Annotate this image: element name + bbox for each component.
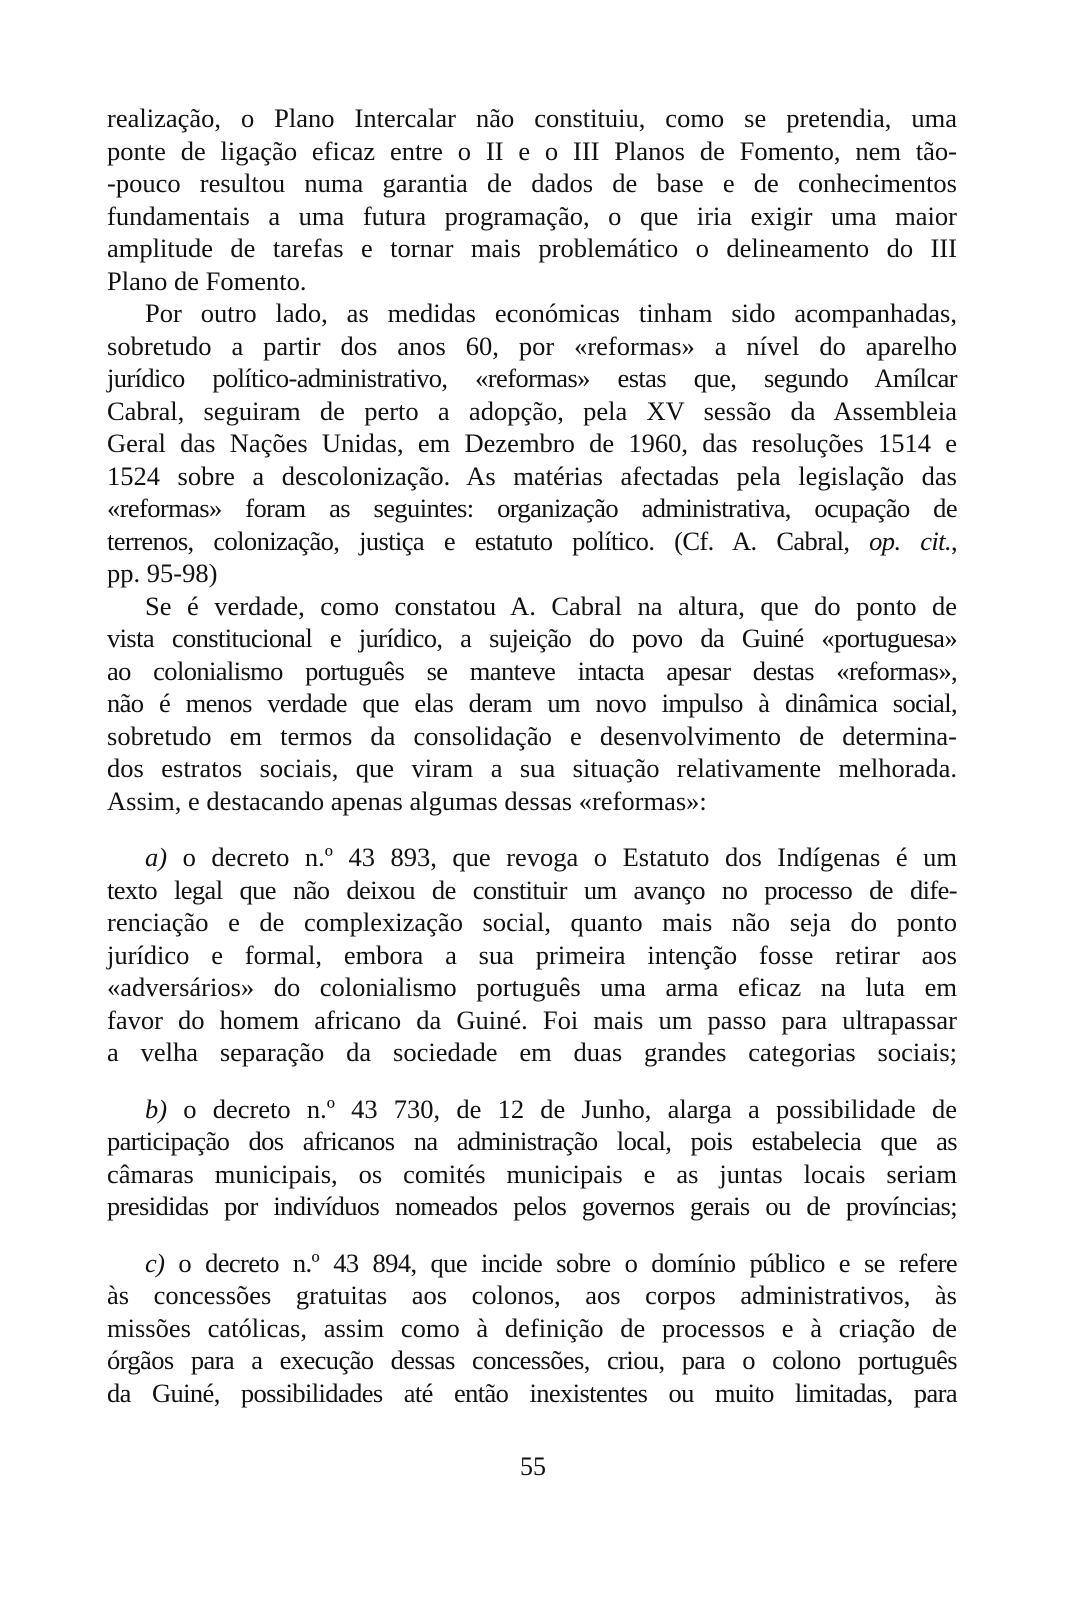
text-line: -pouco resultou numa garantia de dados de base e de conhecimentos xyxy=(107,168,957,198)
text-segment: o decreto n.º 43 894, que incide sobre o domínio público e se refere xyxy=(164,1247,957,1278)
text-line: câmaras municipais, os comités municipais e as juntas locais seriam xyxy=(107,1158,957,1189)
text-line: realização, o Plano Intercalar não constituiu, como se pretendia, uma xyxy=(107,103,957,133)
text-line: às concessões gratuitas aos colonos, aos corpos administrativos, às xyxy=(107,1280,957,1310)
text-line: Se é verdade, como constatou A. Cabral na altura, que do ponto de xyxy=(145,590,957,621)
text-line: jurídico e formal, embora a sua primeira intenção fosse retirar aos xyxy=(107,939,957,970)
text-line: órgãos para a execução dessas concessões, criou, para o colono português xyxy=(107,1345,957,1375)
text-line: vista constitucional e jurídico, a sujeição do povo da Guiné «portuguesa» xyxy=(107,623,957,653)
text-line: «reformas» foram as seguintes: organização administrativa, ocupação de xyxy=(107,493,957,523)
text-line: fundamentais a uma futura programação, o que iria exigir uma maior xyxy=(107,200,957,231)
citation-italic: op. cit. xyxy=(869,525,951,556)
page-body xyxy=(107,102,957,1409)
text-line: favor do homem africano da Guiné. Foi mais um passo para ultrapassar xyxy=(107,1004,957,1035)
text-line: «adversários» do colonialismo português uma arma eficaz na luta em xyxy=(107,972,957,1002)
text-line: presididas por indivíduos nomeados pelos governos gerais ou de províncias; xyxy=(107,1191,957,1221)
list-item-a xyxy=(107,841,957,1069)
list-item-b xyxy=(107,1093,957,1223)
item-label: c) xyxy=(145,1247,165,1278)
text-segment: , xyxy=(950,525,957,556)
text-line: Plano de Fomento. xyxy=(107,265,307,296)
text-line: da Guiné, possibilidades até então inexistentes ou muito limitadas, para xyxy=(107,1377,957,1408)
text-line: a velha separação da sociedade em duas grandes categorias sociais; xyxy=(107,1037,957,1067)
text-line xyxy=(107,841,957,874)
text-line: ponte de ligação eficaz entre o II e o III Planos de Fomento, nem tão- xyxy=(107,135,957,166)
text-line: Geral das Nações Unidas, em Dezembro de 1960, das resoluções 1514 e xyxy=(107,428,957,458)
item-label: b) xyxy=(145,1093,168,1124)
paragraph-se-e-verdade xyxy=(107,590,957,818)
text-line: missões católicas, assim como à definição de processos e à criação de xyxy=(107,1312,957,1343)
item-label: a) xyxy=(145,842,168,872)
text-line: participação dos africanos na administração local, pois estabelecia que as xyxy=(107,1126,957,1156)
text-line: dos estratos sociais, que viram a sua situação relativamente melhorada. xyxy=(107,753,957,783)
text-line: pp. 95-98) xyxy=(107,558,218,588)
text-segment: o decreto n.º 43 893, que revoga o Estatuto dos Indígenas é um xyxy=(167,842,957,872)
paragraph-reformas xyxy=(107,297,957,590)
text-line: amplitude de tarefas e tornar mais problemático o delineamento do III xyxy=(107,233,957,263)
text-line: Cabral, seguiram de perto a adopção, pela XV sessão da Assembleia xyxy=(107,395,957,426)
text-line: sobretudo a partir dos anos 60, por «reformas» a nível do aparelho xyxy=(107,330,957,361)
text-line: jurídico político-administrativo, «reformas» estas que, segundo Amílcar xyxy=(107,363,957,393)
text-segment: terrenos, colonização, justiça e estatuto político. (Cf. A. Cabral, xyxy=(107,525,870,556)
text-segment: o decreto n.º 43 730, de 12 de Junho, alarga a possibilidade de xyxy=(167,1093,957,1124)
page-number: 55 xyxy=(520,1452,546,1481)
text-line: 1524 sobre a descolonização. As matérias afectadas pela legislação das xyxy=(107,460,957,491)
text-line xyxy=(107,1247,957,1280)
text-line: não é menos verdade que elas deram um novo impulso à dinâmica social, xyxy=(107,688,957,718)
text-line: sobretudo em termos da consolidação e desenvolvimento de determina- xyxy=(107,720,957,751)
text-line: texto legal que não deixou de constituir um avanço no processo de dife- xyxy=(107,874,957,905)
paragraph-plano-intercalar xyxy=(107,102,957,297)
text-line xyxy=(107,1093,957,1126)
text-line: renciação e de complexização social, quanto mais não seja do ponto xyxy=(107,907,957,937)
text-line xyxy=(107,525,957,558)
text-line: Por outro lado, as medidas económicas tinham sido acompanhadas, xyxy=(145,298,957,328)
list-item-c xyxy=(107,1247,957,1410)
text-line: Assim, e destacando apenas algumas dessas «reformas»: xyxy=(107,785,707,816)
text-line: ao colonialismo português se manteve intacta apesar destas «reformas», xyxy=(107,655,957,686)
